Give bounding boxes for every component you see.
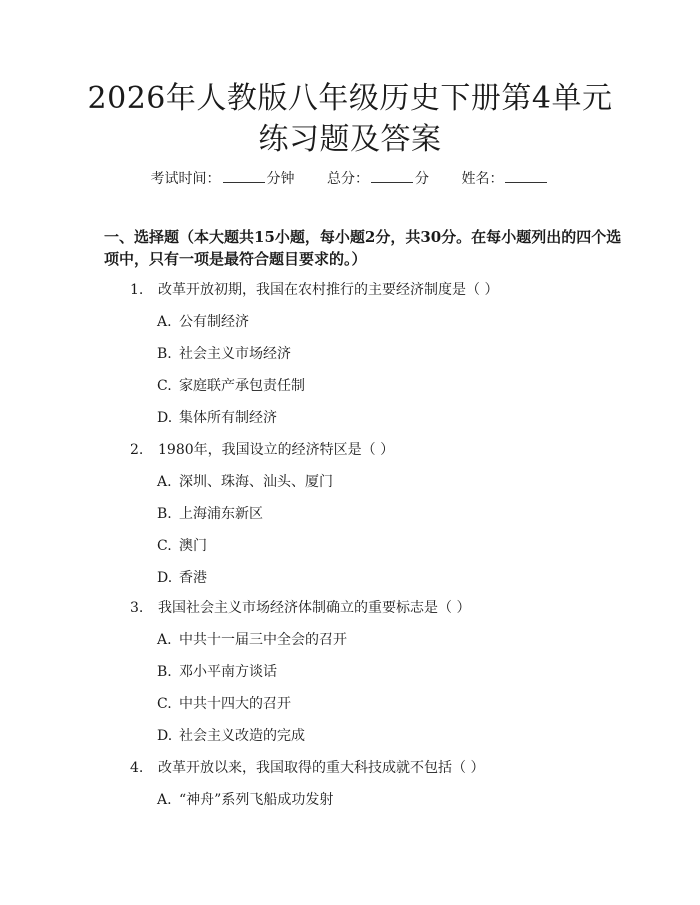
option-1d: [157, 408, 277, 428]
question-4: [130, 758, 484, 778]
option-2a: [157, 472, 333, 492]
option-text: 公有制经济: [179, 314, 249, 330]
question-number: 1.: [130, 282, 144, 298]
option-letter: D.: [157, 728, 173, 744]
option-text: 中共十一届三中全会的召开: [179, 632, 347, 648]
option-text: 上海浦东新区: [179, 506, 263, 522]
option-text: 中共十四大的召开: [179, 696, 291, 712]
section-heading: 一、选择题（本大题共15小题，每小题2分，共30分。在每小题列出的四个选项中，只有一项是最符合题目要求的。）: [104, 228, 622, 268]
option-text: “神舟”系列飞船成功发射: [179, 792, 334, 808]
option-text: 社会主义市场经济: [179, 346, 291, 362]
option-4a: [157, 790, 333, 810]
option-text: 香港: [179, 570, 207, 586]
page-title: 2026年人教版八年级历史下册第4单元练习题及答案: [87, 81, 613, 157]
option-3a: [157, 630, 347, 650]
question-number: 4.: [130, 760, 144, 776]
question-3: [130, 598, 470, 618]
total-score: [327, 168, 429, 189]
time-blank: [223, 168, 265, 183]
option-text: 澳门: [179, 538, 207, 554]
question-1: [130, 280, 498, 300]
option-3d: [157, 726, 305, 746]
question-number: 3.: [130, 600, 144, 616]
option-1c: [157, 376, 305, 396]
option-1a: [157, 312, 249, 332]
option-text: 社会主义改造的完成: [179, 728, 305, 744]
option-3c: [157, 694, 291, 714]
student-name: [461, 168, 549, 189]
option-2d: [157, 568, 207, 588]
option-letter: C.: [157, 378, 172, 394]
option-text: 邓小平南方谈话: [179, 664, 277, 680]
question-number: 2.: [130, 442, 144, 458]
option-text: 家庭联产承包责任制: [179, 378, 305, 394]
option-letter: D.: [157, 570, 173, 586]
question-2: [130, 440, 394, 460]
name-blank: [505, 168, 547, 183]
exam-meta: [0, 168, 700, 189]
score-unit: 分: [415, 171, 429, 187]
option-2b: [157, 504, 263, 524]
option-letter: A.: [157, 632, 172, 648]
option-letter: B.: [157, 346, 172, 362]
option-2c: [157, 536, 207, 556]
time-label: 考试时间：: [150, 171, 221, 187]
question-text: 1980年，我国设立的经济特区是（ ）: [158, 442, 395, 458]
option-letter: C.: [157, 696, 172, 712]
score-blank: [371, 168, 413, 183]
option-letter: D.: [157, 410, 173, 426]
option-text: 集体所有制经济: [179, 410, 277, 426]
option-letter: A.: [157, 792, 172, 808]
score-label: 总分：: [327, 171, 369, 187]
exam-time: [151, 168, 295, 189]
option-1b: [157, 344, 291, 364]
option-letter: A.: [157, 474, 172, 490]
question-text: 改革开放以来，我国取得的重大科技成就不包括（ ）: [158, 760, 485, 776]
option-letter: A.: [157, 314, 172, 330]
option-letter: C.: [157, 538, 172, 554]
question-text: 改革开放初期，我国在农村推行的主要经济制度是（ ）: [158, 282, 499, 298]
option-3b: [157, 662, 277, 682]
option-text: 深圳、珠海、汕头、厦门: [179, 474, 333, 490]
option-letter: B.: [157, 664, 172, 680]
name-label: 姓名：: [461, 171, 504, 187]
option-letter: B.: [157, 506, 172, 522]
time-unit: 分钟: [266, 171, 295, 187]
question-text: 我国社会主义市场经济体制确立的重要标志是（ ）: [158, 600, 471, 616]
